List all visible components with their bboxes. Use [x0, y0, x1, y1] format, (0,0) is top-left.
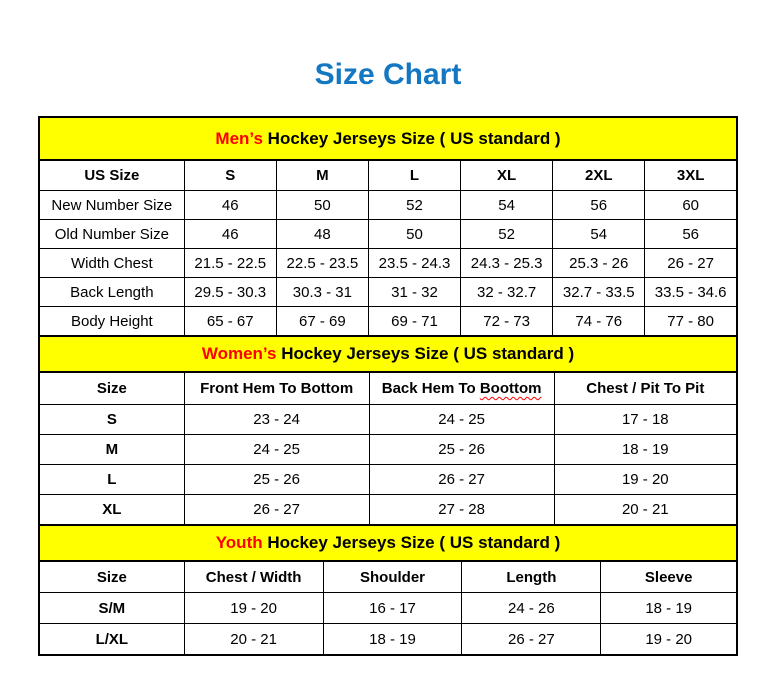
table-row: [39, 249, 737, 278]
heading-rest: Hockey Jerseys Size ( US standard ): [276, 344, 575, 363]
column-header-row: [39, 160, 737, 191]
size-table-mens: [38, 116, 738, 337]
size-cell: 21.5 - 22.5: [184, 249, 276, 278]
table-row: [39, 495, 737, 526]
size-cell: 56: [553, 191, 645, 220]
column-header-label: Length: [506, 568, 557, 586]
column-header: [461, 160, 553, 191]
size-cell: 24 - 25: [369, 405, 554, 435]
size-cell: 24 - 26: [462, 593, 601, 624]
column-header-row: [39, 561, 737, 593]
heading-rest: Hockey Jerseys Size ( US standard ): [262, 533, 561, 552]
size-table-youth: [38, 524, 738, 656]
size-cell: 54: [553, 220, 645, 249]
row-label: L: [39, 465, 184, 495]
size-cell: 24 - 25: [184, 435, 369, 465]
size-cell: 26 - 27: [462, 624, 601, 656]
column-header: [184, 160, 276, 191]
column-header: [184, 372, 369, 405]
size-cell: 25.3 - 26: [553, 249, 645, 278]
size-cell: 25 - 26: [184, 465, 369, 495]
size-cell: 46: [184, 220, 276, 249]
heading-accent: Women’s: [201, 344, 277, 363]
heading-rest: Hockey Jerseys Size ( US standard ): [262, 128, 561, 148]
row-label: S/M: [39, 593, 184, 624]
size-cell: 20 - 21: [184, 624, 323, 656]
column-header-label: 2XL: [584, 167, 613, 184]
column-header: [553, 160, 645, 191]
section-heading-mens: [39, 117, 737, 160]
column-header: [39, 372, 184, 405]
column-header-label: Size: [96, 568, 127, 586]
column-header: [369, 372, 554, 405]
row-label: Old Number Size: [39, 220, 184, 249]
size-cell: 19 - 20: [601, 624, 737, 656]
size-cell: 50: [276, 191, 368, 220]
size-cell: 20 - 21: [554, 495, 737, 526]
column-header: [323, 561, 462, 593]
size-cell: 23 - 24: [184, 405, 369, 435]
size-cell: 46: [184, 191, 276, 220]
size-cell: 18 - 19: [601, 593, 737, 624]
table-row: [39, 191, 737, 220]
size-cell: 65 - 67: [184, 307, 276, 337]
table-row: [39, 593, 737, 624]
row-label: Body Height: [39, 307, 184, 337]
size-cell: 27 - 28: [369, 495, 554, 526]
column-header: [462, 561, 601, 593]
column-header-label: Sleeve: [644, 568, 693, 586]
table-row: [39, 624, 737, 656]
size-cell: 16 - 17: [323, 593, 462, 624]
row-label: M: [39, 435, 184, 465]
column-header: [184, 561, 323, 593]
size-cell: 26 - 27: [369, 465, 554, 495]
column-header: [645, 160, 737, 191]
page-title: Size Chart: [314, 58, 462, 91]
size-cell: 23.5 - 24.3: [368, 249, 460, 278]
size-cell: 48: [276, 220, 368, 249]
size-cell: 54: [461, 191, 553, 220]
size-cell: 69 - 71: [368, 307, 460, 337]
size-cell: 18 - 19: [323, 624, 462, 656]
column-header-label: Front Hem To Bottom: [200, 380, 354, 397]
column-header-label: XL: [497, 167, 517, 184]
misspelled-word: Boottom: [479, 380, 542, 397]
size-cell: 32 - 32.7: [461, 278, 553, 307]
size-cell: 24.3 - 25.3: [461, 249, 553, 278]
column-header: [276, 160, 368, 191]
size-cell: 19 - 20: [554, 465, 737, 495]
column-header-label: S: [225, 167, 236, 184]
section-heading-womens: [39, 336, 737, 372]
size-cell: 19 - 20: [184, 593, 323, 624]
column-header-label: L: [409, 167, 420, 184]
column-header-label: US Size: [84, 167, 140, 184]
table-row: [39, 405, 737, 435]
size-tables: [38, 116, 738, 656]
row-label: Back Length: [39, 278, 184, 307]
size-cell: 72 - 73: [461, 307, 553, 337]
size-cell: 22.5 - 23.5: [276, 249, 368, 278]
section-band-row: [39, 336, 737, 372]
size-cell: 52: [368, 191, 460, 220]
size-cell: 30.3 - 31: [276, 278, 368, 307]
size-cell: 26 - 27: [184, 495, 369, 526]
size-cell: 31 - 32: [368, 278, 460, 307]
size-cell: 67 - 69: [276, 307, 368, 337]
column-header: [368, 160, 460, 191]
size-cell: 56: [645, 220, 737, 249]
column-header: [554, 372, 737, 405]
size-table-womens: [38, 335, 738, 526]
row-label: Width Chest: [39, 249, 184, 278]
size-cell: 18 - 19: [554, 435, 737, 465]
column-header: [39, 561, 184, 593]
size-cell: 32.7 - 33.5: [553, 278, 645, 307]
column-header: [39, 160, 184, 191]
section-heading-youth: [39, 525, 737, 561]
row-label: New Number Size: [39, 191, 184, 220]
size-cell: 29.5 - 30.3: [184, 278, 276, 307]
section-band-row: [39, 117, 737, 160]
column-header-label: Chest / Pit To Pit: [586, 380, 705, 397]
size-cell: 50: [368, 220, 460, 249]
row-label: S: [39, 405, 184, 435]
table-row: [39, 307, 737, 337]
size-cell: 25 - 26: [369, 435, 554, 465]
heading-accent: Youth: [215, 533, 263, 552]
size-cell: 17 - 18: [554, 405, 737, 435]
size-cell: 52: [461, 220, 553, 249]
size-cell: 26 - 27: [645, 249, 737, 278]
size-cell: 33.5 - 34.6: [645, 278, 737, 307]
row-label: L/XL: [39, 624, 184, 656]
column-header-label: Chest / Width: [205, 568, 302, 586]
column-header-label: 3XL: [676, 167, 705, 184]
size-cell: 77 - 80: [645, 307, 737, 337]
column-header-label: Shoulder: [360, 568, 426, 586]
table-row: [39, 435, 737, 465]
heading-accent: Men’s: [215, 128, 263, 148]
table-row: [39, 220, 737, 249]
column-header-label: Back Hem To: [381, 380, 480, 397]
row-label: XL: [39, 495, 184, 526]
column-header: [601, 561, 737, 593]
section-band-row: [39, 525, 737, 561]
column-header-row: [39, 372, 737, 405]
table-row: [39, 465, 737, 495]
column-header-label: M: [316, 167, 329, 184]
size-cell: 74 - 76: [553, 307, 645, 337]
column-header-label: Size: [96, 380, 127, 397]
table-row: [39, 278, 737, 307]
size-cell: 60: [645, 191, 737, 220]
